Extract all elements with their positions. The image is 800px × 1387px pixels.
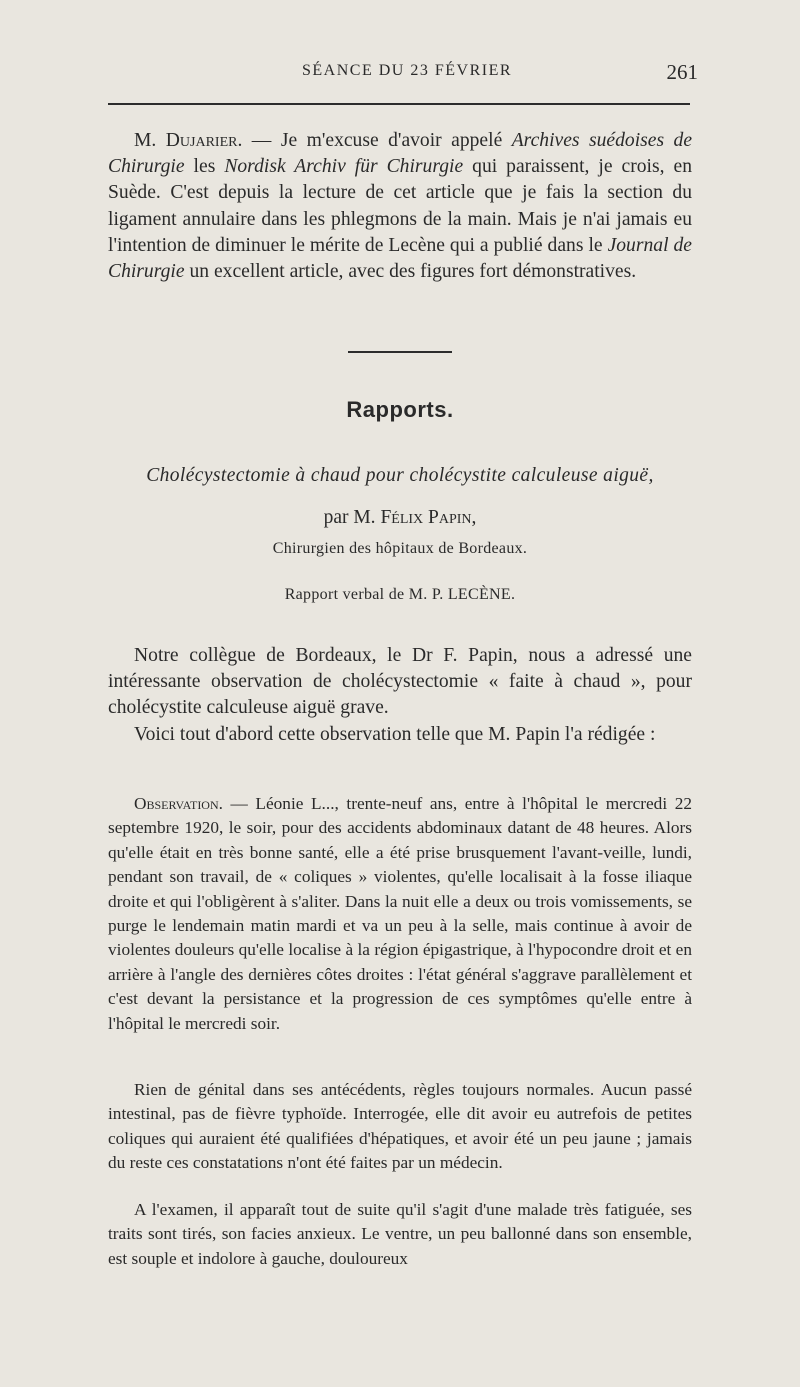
article-author [0, 507, 800, 529]
author-prefix: par M. [323, 507, 381, 528]
dujarier-text-2: les [184, 156, 225, 178]
section-separator [348, 351, 452, 353]
journal-title-chirurgie: Journal de Chirurgie [108, 234, 692, 283]
section-title: Rapports. [346, 397, 454, 422]
journal-title-archives: Archives suédoises de Chirurgie [108, 130, 693, 178]
intro-paragraph-2: Voici tout d'abord cette observation telle que M. Papin l'a rédigée : [134, 724, 656, 745]
observation-paragraph-1 [108, 792, 692, 1036]
observation-label: Observation. [134, 794, 223, 813]
page-number: 261 [666, 60, 698, 84]
speaker-name: M. Dujarier. [134, 130, 243, 151]
journal-title-nordisk: Nordisk Archiv für Chirurgie [224, 156, 464, 178]
article-title: Cholécystectomie à chaud pour cholécystite calculeuse aiguë, [146, 465, 654, 486]
dujarier-text-1: — Je m'excuse d'avoir appelé [242, 130, 512, 151]
report-note: Rapport verbal de M. P. LECÈNE. [284, 586, 516, 603]
dujarier-paragraph [108, 128, 692, 285]
author-name: Félix Papin, [380, 507, 477, 528]
running-head [108, 62, 698, 88]
running-head-title: SÉANCE DU 23 FÉVRIER [302, 62, 513, 79]
observation-paragraph-3: A l'examen, il apparaît tout de suite qu'il s'agit d'une malade très fatiguée, ses traits sont tirés, son facies anxieux. Le ventre, un peu ballonné dans son ensemble, est souple et indolore à gauche, douloureux [108, 1200, 692, 1268]
observation-text-1: — Léonie L..., trente-neuf ans, entre à l'hôpital le mercredi 22 septembre 1920, le soir, pour des accidents abdominaux datant de 48 heures. Alors qu'elle était en très bonne santé, elle a été prise brusquement l'avant-veille, lundi, pendant son travail, de « coliques » violentes, qu'elle localisait à la fosse iliaque droite et qui l'obligèrent à s'aliter. Dans la nuit elle a deux ou trois vomissements, se purge le lendemain matin mardi et va un peu à la selle, mais continue à avoir de violentes douleurs qu'elle localise à la région épigastrique, à l'hypocondre droit et en arrière à l'angle des dernières côtes droites : l'état général s'aggrave parallèlement et c'est devant la persistance et la progression de ces symptômes qu'elle entre à l'hôpital le mercredi soir. [108, 794, 692, 1033]
dujarier-text-3: qui paraissent, je crois, en Suède. C'est depuis la lecture de cet article que je fais la section du ligament annulaire dans les phlegmons de la main. Mais je n'ai jamais eu l'intention de diminuer le mérite de Lecène qui a publié dans le [108, 156, 692, 256]
dujarier-text-4: un excellent article, avec des figures fort démonstratives. [184, 261, 637, 283]
header-rule [108, 103, 690, 105]
observation-paragraph-2: Rien de génital dans ses antécédents, règles toujours normales. Aucun passé intestinal, pas de fièvre typhoïde. Interrogée, elle dit avoir eu autrefois de petites coliques qui auraient été qualifiées d'hépatiques, et avoir été un peu jaune ; jamais du reste ces constatations n'ont été faites par un médecin. [108, 1080, 692, 1173]
author-affiliation: Chirurgien des hôpitaux de Bordeaux. [272, 540, 528, 557]
intro-paragraph-1: Notre collègue de Bordeaux, le Dr F. Papin, nous a adressé une intéressante observation de cholécystectomie « faite à chaud », pour cholécystite calculeuse aiguë grave. [108, 645, 692, 719]
